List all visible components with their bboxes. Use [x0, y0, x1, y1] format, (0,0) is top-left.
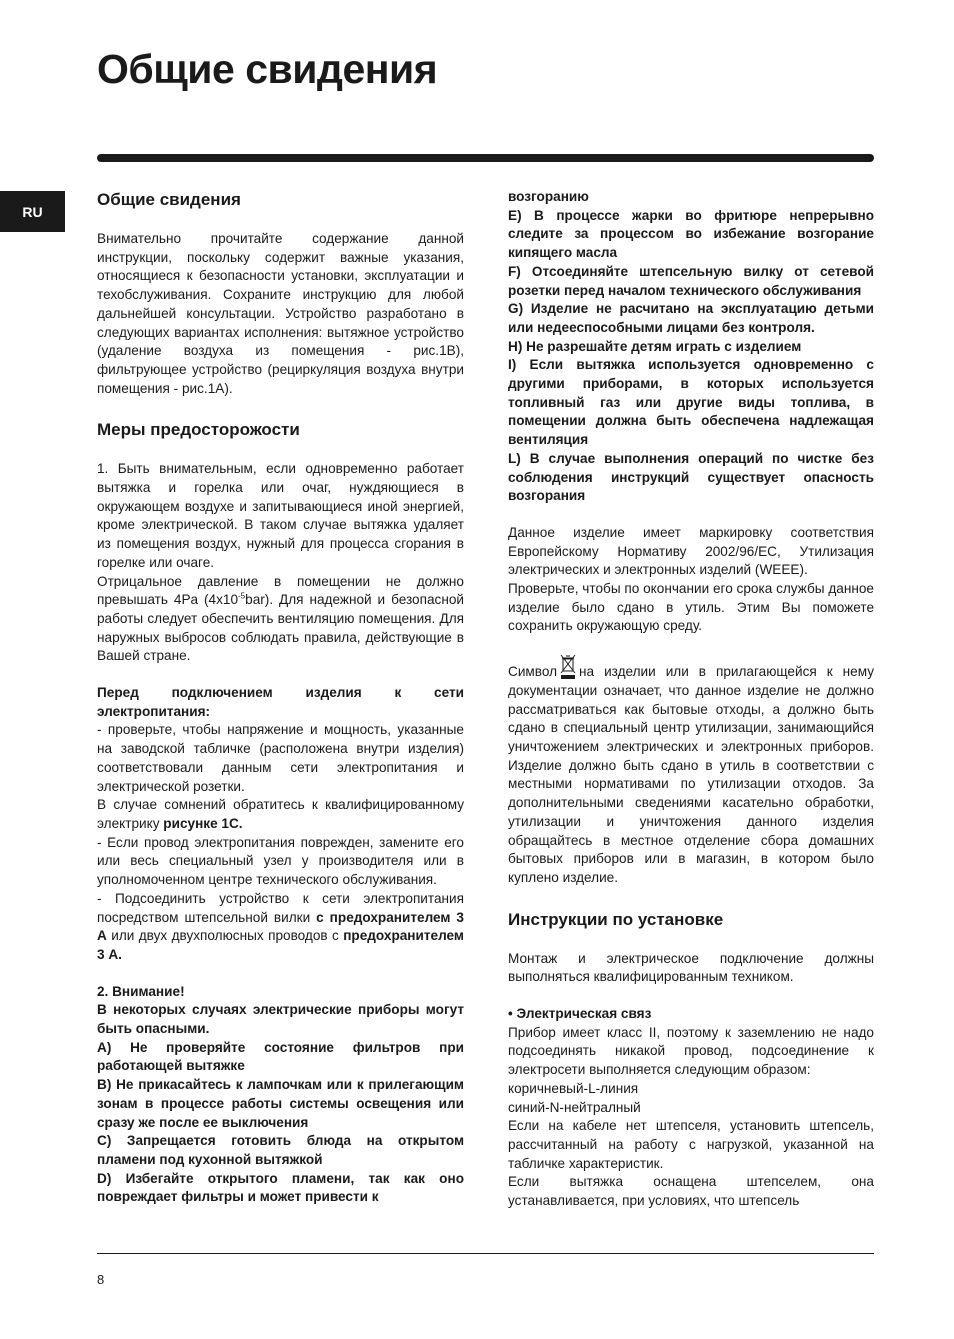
- warning-l: L) В случае выполнения операций по чистке без соблюдения инструкций существует опасность возгорания: [508, 450, 874, 504]
- warning-a: A) Не проверяйте состояние фильтров при работающей вытяжке: [97, 1039, 464, 1074]
- warning-title: 2. Внимание!: [97, 983, 185, 999]
- warning-g: G) Изделие не расчитано на эксплуатацию детьми или недееспособными лицами без контроля.: [508, 301, 874, 335]
- precaution-paragraph-2: Отрицальное давление в помещении не должно превышать 4Pa $(4x10^{-5}bar)$. Для надежной и безопасной работы следует обеспечить вентиляцию помещения. Для наружных выбросов соблюдать правила, действующие в Вашей стране.: [97, 573, 464, 664]
- footer-rule: [97, 1253, 874, 1254]
- left-column: [97, 188, 464, 1207]
- warning-h: H) Не разрешайте детям играть с изделием: [508, 338, 802, 354]
- warning-d-continued: возгоранию: [508, 189, 589, 204]
- warning-intro: В некоторых случаях электрические приборы могут быть опасными.: [97, 1002, 464, 1037]
- power-paragraph-4: - Подсоединить устройство к сети электропитания посредством штепсельной вилки с предохранителем 3 А или двух двухполюсных проводов с предохранителем 3 А.: [97, 890, 464, 962]
- precaution-paragraph-1: 1. Быть внимательным, если одновременно работает вытяжка и горелка или очаг, нуждяющиеся в окружающем воздухе и запитывающиеся иной энергией, кроме электрической. В таком случае вытяжка удаляет из помещения воздух, нужный для процесса сгорания в горелке или очаге.: [97, 461, 464, 570]
- right-column: [508, 188, 874, 1211]
- warning-b: B) Не прикасайтесь к лампочкам или к прилегающим зонам в процессе работы системы освещения или сразу же после ее выключения: [97, 1077, 464, 1130]
- warning-e: E) В процессе жарки во фритюре непрерывно следите за процессом во избежание возгорание кипящего масла: [508, 207, 874, 261]
- language-tab: RU: [0, 191, 65, 232]
- power-paragraph-1: - проверьте, чтобы напряжение и мощность, указанные на заводской табличке (расположена внутри изделия) соответствовали данным сети электропитания и электрической розетки.: [97, 722, 464, 794]
- weee-paragraph-2: Проверьте, чтобы по окончании его срока службы данное изделие было сдано в утиль. Этим Вы поможете сохранить окружающую среду.: [508, 581, 874, 634]
- crossed-bin-icon: [559, 654, 577, 680]
- electrical-heading: • Электрическая связ: [508, 1006, 652, 1022]
- warning-f: F) Отсоединяйте штепсельную вилку от сетевой розетки перед началом технического обслуживания: [508, 263, 874, 298]
- electrical-wire-blue: синий-N-нейтралный: [508, 1099, 641, 1115]
- page-number: 8: [97, 1272, 105, 1287]
- heading-precautions: Меры предосторожости: [97, 420, 300, 440]
- warning-d: D) Избегайте открытого пламени, так как оно повреждает фильтры и может привести к: [97, 1170, 464, 1205]
- warning-i: I) Если вытяжка используется одновременно с другими приборами, в которых используется топливный газ или другие виды топлива, в помещении должна быть обеспечена надлежащая вентиляция: [508, 357, 874, 448]
- electrical-wire-brown: коричневый-L-линия: [508, 1080, 639, 1096]
- power-connection-heading: Перед подключением изделия к сети электропитания:: [97, 685, 464, 719]
- power-paragraph-2: В случае сомнений обратитесь к квалифицированному электрику рисунке 1С.: [97, 797, 464, 831]
- install-paragraph: Монтаж и электрическое подключение должны выполняться квалифицированным техником.: [508, 950, 874, 985]
- warning-c: C) Запрещается готовить блюда на открытом пламени под кухонной вытяжкой: [97, 1133, 464, 1167]
- heading-general: Общие свидения: [97, 190, 241, 209]
- electrical-paragraph-3: Если вытяжка оснащена штепселем, она устанавливается, при условиях, что штепсель: [508, 1174, 874, 1209]
- heading-installation: Инструкции по установке: [508, 909, 724, 929]
- intro-paragraph: Внимательно прочитайте содержание данной инструкции, поскольку содержит важные указания, относящиеся к безопасности установки, эксплуатации и техобслуживания. Сохраните инструкцию для любой дальнейшей консультации. Устройство разработано в следующих вариантах исполнения: вытяжное устройство (удаление воздуха из помещения - рис.1B), фильтрующее устройство (рециркуляция воздуха внутри помещения - рис.1A).: [97, 231, 464, 396]
- electrical-paragraph-1: Прибор имеет класс II, поэтому к заземлению не надо подсоединять никакой провод, подсоединение к электросети выполняется следующим образом:: [508, 1024, 874, 1078]
- title-rule: [97, 154, 874, 162]
- page-title: Общие свидения: [97, 46, 438, 92]
- electrical-paragraph-2: Если на кабеле нет штепселя, установить штепсель, рассчитанный на работу с нагрузкой, указанной на табличке характеристик.: [508, 1118, 874, 1171]
- power-paragraph-3: - Если провод электропитания поврежден, замените его или весь специальный узел у производителя или в уполномоченном центре технического обслуживания.: [97, 834, 464, 888]
- weee-paragraph-1: Данное изделие имеет маркировку соответствия Европейскому Нормативу 2002/96/EC, Утилизация электрических и электронных изделий (WEEE).: [508, 524, 874, 578]
- weee-paragraph-3: Символ на изделии или в прилагающейся к нему документации означает, что данное изделие не должно рассматриваться как бытовые отходы, а должно быть сдано в специальный центр утилизации, занимающийся уничтожением электрических и электронных приборов. Изделие должно быть сдано в утиль в соответствии с местными нормативами по утилизации отходов. За дополнительными сведениями касательно обработки, утилизации и уничтожения данного изделия обращайтесь в местное отделение сбора домашних бытовых приборов или в магазин, в котором было куплено изделие.: [508, 654, 874, 887]
